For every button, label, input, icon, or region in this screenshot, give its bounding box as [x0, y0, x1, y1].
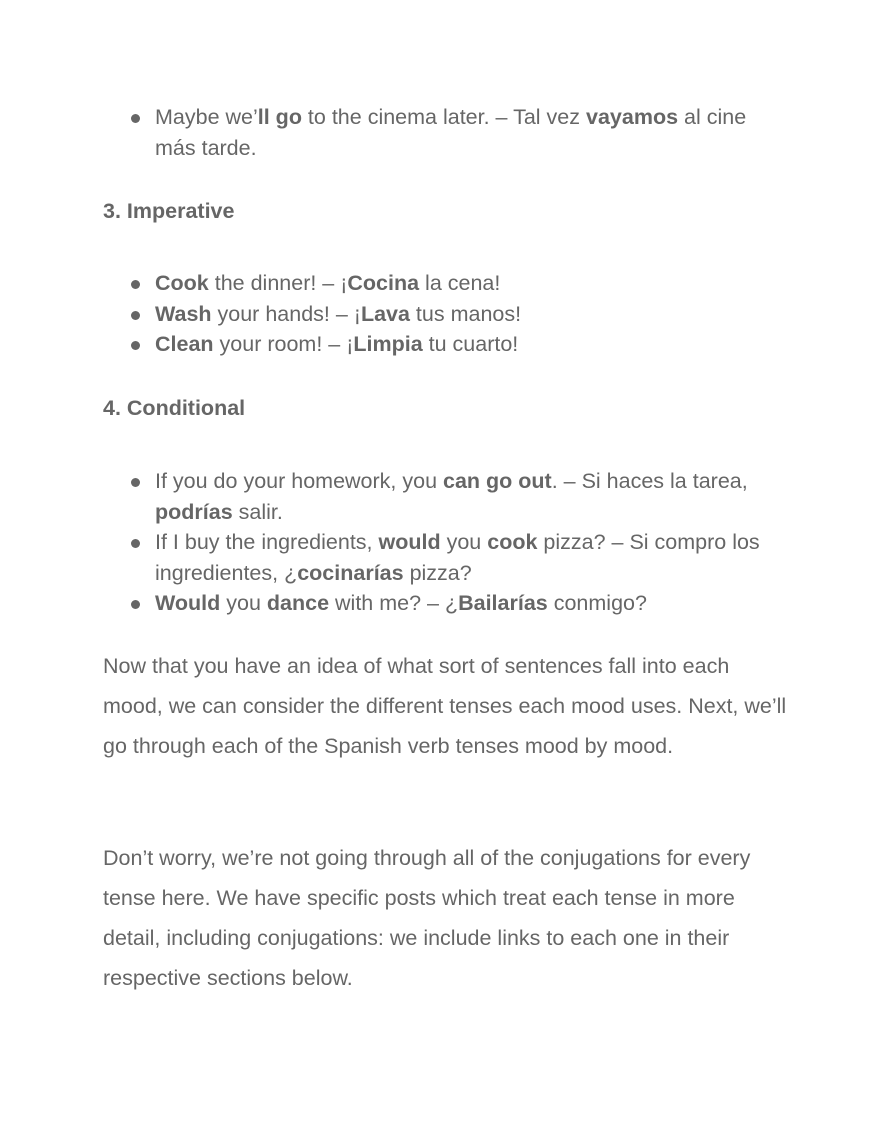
bold-text: Would: [155, 591, 221, 615]
bold-text: Lava: [360, 301, 410, 326]
text-segment: you: [220, 591, 267, 615]
text-segment: you: [440, 530, 488, 554]
list-item: [0, 102, 880, 163]
list-item: [0, 466, 880, 527]
text-segment: tu cuarto!: [422, 332, 519, 356]
text-segment: with me? – ¿: [329, 591, 459, 615]
bold-text: would: [378, 530, 441, 554]
bullet-icon: [131, 341, 140, 350]
bold-text: can go out: [443, 469, 552, 493]
bold-text: Limpia: [353, 332, 423, 356]
bold-text: Bailarías: [458, 591, 548, 615]
bullet-icon: [131, 600, 140, 609]
bullet-icon: [131, 539, 140, 548]
bold-text: cocinarías: [297, 560, 404, 585]
bold-text: podrías: [155, 499, 233, 524]
bold-text: ll go: [257, 105, 302, 129]
text-segment: al cine más tarde.: [155, 105, 747, 160]
bullet-icon: [131, 114, 140, 123]
bold-text: Clean: [155, 332, 214, 356]
bold-text: dance: [266, 591, 330, 615]
list-item: [0, 588, 880, 619]
list-item: [0, 527, 880, 588]
text-segment: pizza?: [403, 560, 472, 585]
bullet-icon: [131, 478, 140, 487]
list-item: [0, 268, 880, 299]
example-list-subjunctive: [0, 102, 880, 163]
paragraph-moods-intro: Now that you have an idea of what sort of sentences fall into each mood, we can consider the different tenses each mood uses. Next, we’ll go through each of the Spanish verb tenses mood by mood.: [103, 654, 787, 758]
bold-text: vayamos: [586, 105, 679, 129]
list-item: [0, 299, 880, 330]
text-segment: salir.: [232, 499, 283, 524]
text-segment: . – Si haces la tarea,: [551, 469, 748, 493]
heading-imperative: 3. Imperative: [103, 199, 235, 223]
bullet-icon: [131, 280, 140, 289]
example-list-conditional: [0, 466, 880, 619]
bullet-icon: [131, 311, 140, 320]
text-segment: conmigo?: [547, 591, 647, 615]
bold-text: cook: [487, 530, 538, 554]
text-segment: If I buy the ingredients,: [155, 530, 379, 554]
list-item: [0, 329, 880, 360]
text-segment: to the cinema later. – Tal vez: [301, 105, 586, 129]
text-segment: your hands! – ¡: [211, 301, 361, 326]
paragraph-conjugations-note: Don’t worry, we’re not going through all of the conjugations for every tense here. We have specific posts which treat each tense in more detail, including conjugations: we include links to each one in their respective sections below.: [103, 846, 751, 990]
heading-conditional: 4. Conditional: [103, 396, 246, 420]
bold-text: Wash: [155, 301, 212, 326]
text-segment: Maybe we’: [155, 105, 258, 129]
text-segment: la cena!: [419, 271, 501, 295]
text-segment: If you do your homework, you: [155, 469, 444, 493]
text-segment: the dinner! – ¡: [208, 271, 348, 295]
bold-text: Cook: [155, 271, 209, 295]
example-list-imperative: [0, 268, 880, 360]
text-segment: tus manos!: [409, 301, 522, 326]
bold-text: Cocina: [347, 271, 420, 295]
text-segment: pizza? – Si compro los ingredientes, ¿: [155, 530, 760, 585]
text-segment: your room! – ¡: [213, 332, 354, 356]
